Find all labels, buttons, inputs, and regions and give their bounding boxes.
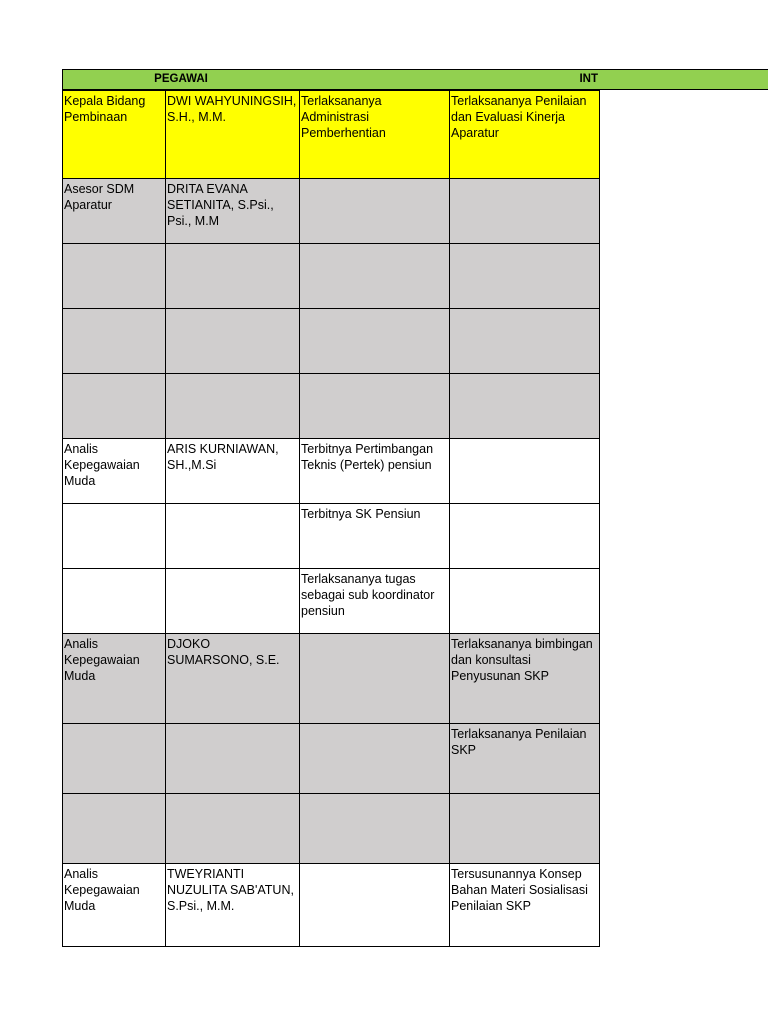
output-cell-2 — [450, 569, 600, 634]
output-cell-2 — [450, 439, 600, 504]
table-row — [63, 309, 600, 374]
nama-cell: TWEYRIANTI NUZULITA SAB'ATUN, S.Psi., M.M. — [166, 864, 300, 947]
output-cell-1 — [300, 864, 450, 947]
output-cell-1: Terbitnya SK Pensiun — [300, 504, 450, 569]
jabatan-cell — [63, 244, 166, 309]
output-cell-1 — [300, 309, 450, 374]
output-cell-2 — [450, 374, 600, 439]
employee-table — [62, 90, 600, 947]
nama-cell — [166, 724, 300, 794]
output-cell-2 — [450, 309, 600, 374]
output-cell-1: Terlaksananya Administrasi Pemberhentian — [300, 91, 450, 179]
table-row — [63, 794, 600, 864]
jabatan-cell: Asesor SDM Aparatur — [63, 179, 166, 244]
output-cell-1 — [300, 724, 450, 794]
output-cell-1 — [300, 179, 450, 244]
output-cell-1 — [300, 634, 450, 724]
table-row — [63, 91, 600, 179]
table-row — [63, 179, 600, 244]
output-cell-1: Terbitnya Pertimbangan Teknis (Pertek) pensiun — [300, 439, 450, 504]
output-cell-1 — [300, 794, 450, 864]
jabatan-cell: Analis Kepegawaian Muda — [63, 439, 166, 504]
table-row — [63, 569, 600, 634]
nama-cell — [166, 309, 300, 374]
table-row — [63, 439, 600, 504]
jabatan-cell — [63, 794, 166, 864]
nama-cell — [166, 504, 300, 569]
table-row — [63, 244, 600, 309]
table-row — [63, 864, 600, 947]
nama-cell — [166, 244, 300, 309]
nama-cell: DRITA EVANA SETIANITA, S.Psi., Psi., M.M — [166, 179, 300, 244]
output-cell-2: Terlaksananya Penilaian dan Evaluasi Kinerja Aparatur — [450, 91, 600, 179]
header-pegawai: PEGAWAI — [62, 69, 300, 90]
table-row — [63, 504, 600, 569]
jabatan-cell: Analis Kepegawaian Muda — [63, 864, 166, 947]
output-cell-1 — [300, 374, 450, 439]
table-row — [63, 374, 600, 439]
table-row — [63, 634, 600, 724]
jabatan-cell: Kepala Bidang Pembinaan — [63, 91, 166, 179]
jabatan-cell — [63, 569, 166, 634]
output-cell-2 — [450, 504, 600, 569]
output-cell-2 — [450, 244, 600, 309]
output-cell-2: Terlaksananya Penilaian SKP — [450, 724, 600, 794]
nama-cell — [166, 794, 300, 864]
jabatan-cell: Analis Kepegawaian Muda — [63, 634, 166, 724]
nama-cell — [166, 569, 300, 634]
nama-cell: DWI WAHYUNINGSIH, S.H., M.M. — [166, 91, 300, 179]
jabatan-cell — [63, 504, 166, 569]
nama-cell: DJOKO SUMARSONO, S.E. — [166, 634, 300, 724]
jabatan-cell — [63, 309, 166, 374]
output-cell-2: Tersusunannya Konsep Bahan Materi Sosialisasi Penilaian SKP — [450, 864, 600, 947]
header-int — [299, 69, 768, 90]
output-cell-1 — [300, 244, 450, 309]
table-row — [63, 724, 600, 794]
output-cell-2 — [450, 179, 600, 244]
header-int-label: INT — [579, 73, 598, 85]
nama-cell — [166, 374, 300, 439]
output-cell-2 — [450, 794, 600, 864]
jabatan-cell — [63, 374, 166, 439]
output-cell-1: Terlaksananya tugas sebagai sub koordinator pensiun — [300, 569, 450, 634]
output-cell-2: Terlaksananya bimbingan dan konsultasi Penyusunan SKP — [450, 634, 600, 724]
jabatan-cell — [63, 724, 166, 794]
nama-cell: ARIS KURNIAWAN, SH.,M.Si — [166, 439, 300, 504]
